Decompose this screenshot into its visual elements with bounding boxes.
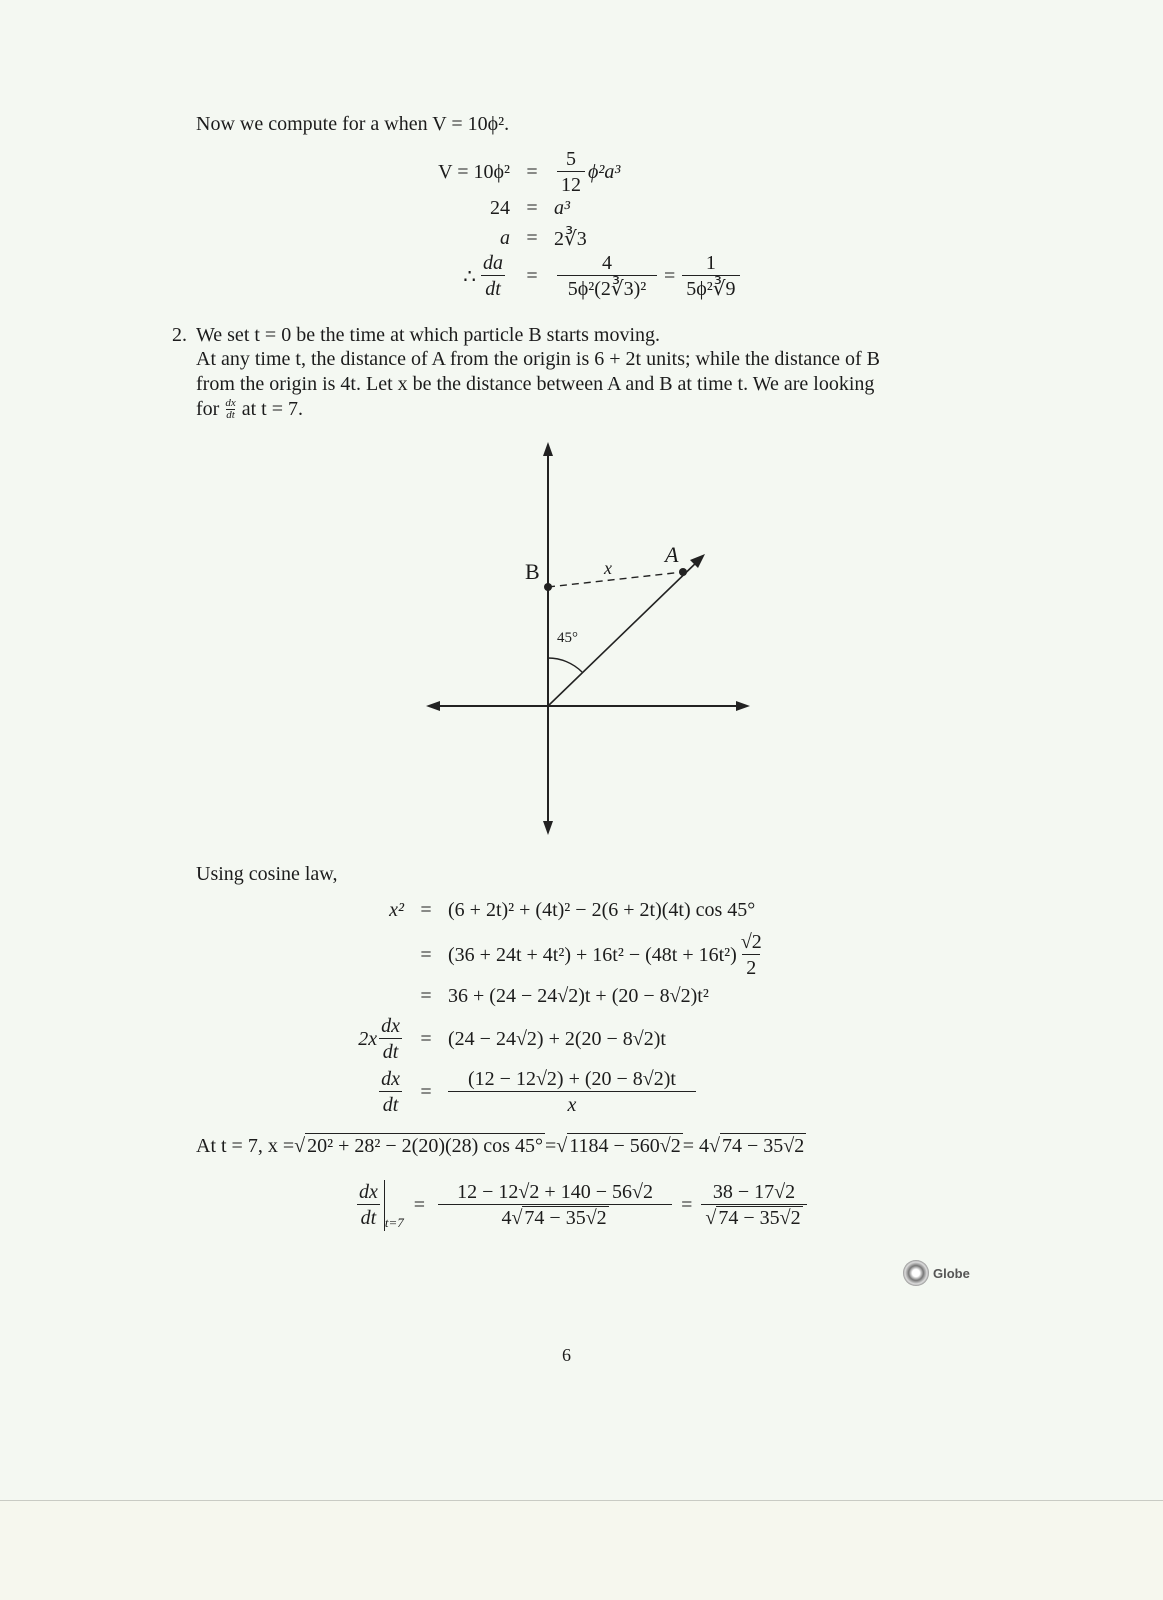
arrow-up-icon xyxy=(543,442,553,456)
denominator: dt xyxy=(226,408,235,421)
numerator: √2 xyxy=(740,931,762,953)
evaluation-subscript: t=7 xyxy=(384,1215,404,1230)
radicand: 1184 − 560√2 xyxy=(569,1135,681,1157)
page-number: 6 xyxy=(562,1345,571,1365)
denominator: 5ϕ²(2∛3)² xyxy=(557,275,657,302)
cosine-row-3 xyxy=(300,985,709,1008)
problem-line-2: At any time t, the distance of A from the origin is 6 + 2t units; while the distance of B xyxy=(196,348,880,370)
equals: = xyxy=(420,899,432,921)
rhs: (36 + 24t + 4t²) + 16t² − (48t + 16t²) xyxy=(448,944,737,966)
globe-icon xyxy=(903,1260,929,1286)
arrow-down-icon xyxy=(543,821,553,835)
text: At t = 7, x = xyxy=(196,1134,295,1157)
rhs: (6 + 2t)² + (4t)² − 2(6 + 2t)(4t) cos 45° xyxy=(448,899,756,921)
numerator: dx xyxy=(381,1068,400,1090)
logo-text: Globe xyxy=(933,1265,970,1281)
cosine-row-5 xyxy=(300,1067,696,1118)
equals: = xyxy=(420,1081,432,1103)
equals: = xyxy=(681,1194,693,1216)
numerator: 5 xyxy=(566,148,576,170)
numerator: (12 − 12√2) + (20 − 8√2)t xyxy=(468,1068,676,1090)
at-t7-line: At t = 7, x = √ 20² + 28² − 2(20)(28) cos 45° = √ 1184 − 560√2 = 4 √ 74 − 35√2 xyxy=(196,1134,805,1157)
equals: = xyxy=(413,1194,426,1216)
cosine-row-2 xyxy=(300,930,766,981)
numerator: 38 − 17√2 xyxy=(712,1181,796,1203)
denominator: x xyxy=(448,1091,696,1118)
label-a: A xyxy=(665,542,679,567)
numerator: da xyxy=(483,252,503,274)
cosine-intro: Using cosine law, xyxy=(196,863,338,885)
denominator: 12 xyxy=(557,171,585,198)
label-b: B xyxy=(525,559,540,584)
problem-line-1: We set t = 0 be the time at which particle B starts moving. xyxy=(196,324,661,346)
denominator: 2 xyxy=(742,954,760,981)
lhs: a xyxy=(500,227,510,249)
rhs-rest: ϕ²a³ xyxy=(588,161,621,183)
denominator: dt xyxy=(481,275,505,302)
text: for xyxy=(196,398,220,420)
radicand: 20² + 28² − 2(20)(28) cos 45° xyxy=(307,1135,543,1157)
equals: = xyxy=(526,265,538,287)
text: 4 xyxy=(501,1207,512,1229)
arrow-right-icon xyxy=(736,701,750,711)
denominator: dt xyxy=(357,1204,381,1231)
lhs: x² xyxy=(389,899,404,921)
lhs: V = 10ϕ² xyxy=(438,161,510,183)
radicand: 74 − 35√2 xyxy=(722,1135,805,1157)
lhs-coefficient: 2x xyxy=(358,1028,378,1050)
rhs: 2∛3 xyxy=(554,228,587,250)
angle-label: 45° xyxy=(557,630,578,646)
equals: = xyxy=(664,265,676,287)
distance-x xyxy=(548,572,683,587)
text: at t = 7. xyxy=(241,398,303,420)
cosine-row-1 xyxy=(300,899,755,922)
equals: = xyxy=(526,227,538,249)
final-equation: $\frac{dx}{dt}$ t=7 = $\frac{12 - 12√2 + 140 - 56√2}{4√ 74 - 35√2}$ = $\frac{38 - 17√2}{√ 74 - 35√2}$ xyxy=(355,1180,810,1231)
denominator: dt xyxy=(379,1038,403,1065)
item-number: 2. xyxy=(172,324,187,346)
radicand: 74 − 35√2 xyxy=(524,1207,607,1229)
therefore-symbol: ∴ xyxy=(463,266,476,288)
equals: = xyxy=(420,985,432,1007)
numerator: dx xyxy=(225,396,236,409)
text: = 4 xyxy=(682,1134,710,1157)
angle-arc xyxy=(548,658,582,672)
equals: = xyxy=(420,944,432,966)
numerator: 1 xyxy=(705,252,716,274)
point-b xyxy=(544,583,552,591)
intro-text: Now we compute for a when V = 10ϕ². xyxy=(196,113,510,135)
globe-logo xyxy=(903,1260,970,1286)
radicand: 74 − 35√2 xyxy=(718,1207,801,1229)
equals: = xyxy=(526,197,538,219)
denominator: dt xyxy=(379,1091,403,1118)
numerator: 4 xyxy=(602,252,612,274)
numerator: dx xyxy=(359,1181,378,1203)
equals: = xyxy=(526,161,538,183)
text: = xyxy=(544,1134,557,1157)
label-x: x xyxy=(604,558,612,578)
lhs: 24 xyxy=(490,197,510,219)
rhs: (24 − 24√2) + 2(20 − 8√2)t xyxy=(448,1028,666,1050)
numerator: dx xyxy=(381,1015,400,1037)
problem-line-3: from the origin is 4t. Let x be the distance between A and B at time t. We are looking xyxy=(196,373,875,395)
rhs: a³ xyxy=(554,197,570,219)
cosine-row-4 xyxy=(300,1014,666,1065)
equals: = xyxy=(420,1028,432,1050)
denominator: 5ϕ²∛9 xyxy=(682,275,739,302)
arrow-left-icon xyxy=(426,701,440,711)
numerator: 12 − 12√2 + 140 − 56√2 xyxy=(457,1181,653,1203)
rhs: 36 + (24 − 24√2)t + (20 − 8√2)t² xyxy=(448,985,709,1007)
point-a xyxy=(679,568,687,576)
